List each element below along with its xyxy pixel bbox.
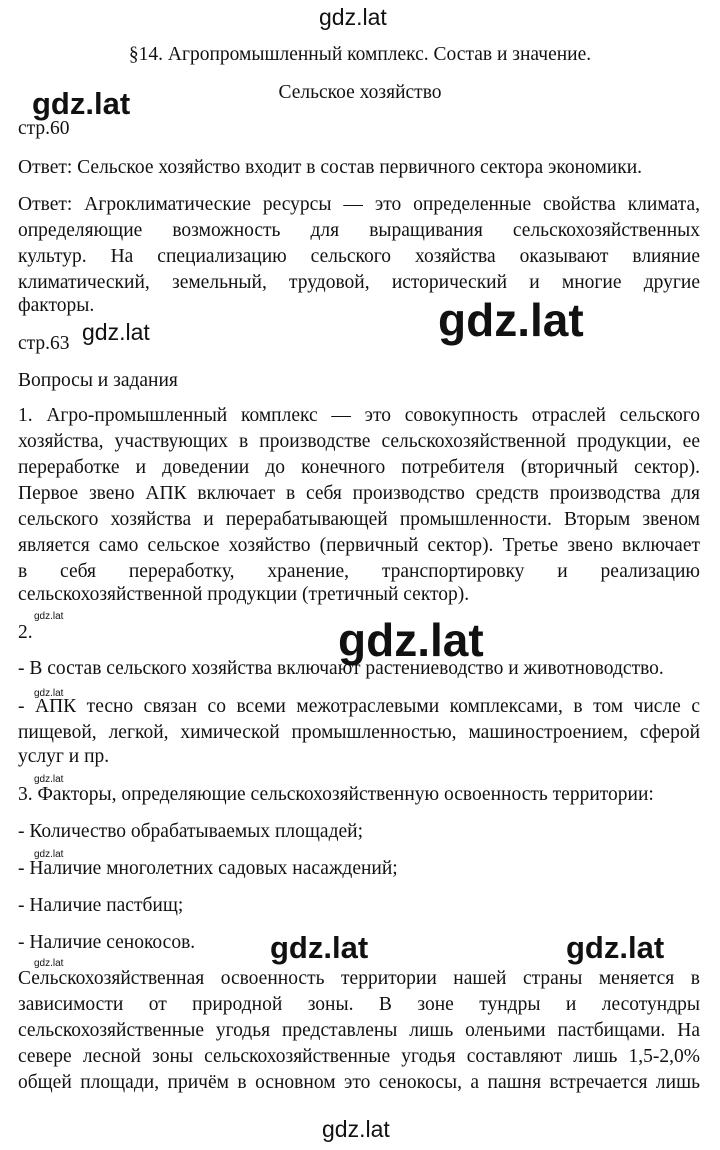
answer-line: культур. На специализацию сельского хозяйства оказывают влияние — [18, 246, 700, 267]
answer-line: хозяйства, участвующих в производстве сельскохозяйственной продукции, ее — [18, 431, 700, 452]
section-subtitle: Сельское хозяйство — [278, 82, 442, 103]
watermark: gdz.lat — [566, 930, 665, 965]
answer-line: определяющие возможность для выращивания сельскохозяйственных — [18, 220, 700, 241]
answer-line: сельскохозяйственные угодья представлены лишь оленьими пастбищами. На — [18, 1020, 700, 1041]
watermark: gdz.lat — [34, 774, 64, 785]
item-heading: 3. Факторы, определяющие сельскохозяйственную освоенность территории: — [18, 784, 654, 805]
watermark: gdz.lat — [338, 614, 484, 666]
bullet-item: - Наличие сенокосов. — [18, 932, 196, 953]
answer-line: сельского хозяйства и перерабатывающей промышленности. Вторым звеном — [18, 509, 700, 530]
answer-line: Сельскохозяйственная освоенность территории нашей страны меняется в — [18, 968, 700, 989]
bullet-item: - Количество обрабатываемых площадей; — [18, 821, 364, 842]
answer-line: Ответ: Агроклиматические ресурсы — это определенные свойства климата, — [18, 194, 700, 215]
watermark: gdz.lat — [34, 688, 64, 699]
watermark: gdz.lat — [270, 930, 369, 965]
watermark: gdz.lat — [82, 319, 150, 345]
watermark: gdz.lat — [319, 4, 387, 30]
answer-line: является само сельское хозяйство (первичный сектор). Третье звено включает — [18, 535, 700, 556]
answer-line: факторы. — [18, 295, 95, 316]
watermark: gdz.lat — [34, 849, 64, 860]
watermark: gdz.lat — [322, 1116, 390, 1142]
section-title: §14. Агропромышленный комплекс. Состав и значение. — [128, 44, 592, 65]
watermark: gdz.lat — [438, 294, 584, 346]
watermark: gdz.lat — [34, 611, 64, 622]
watermark: gdz.lat — [34, 958, 64, 969]
answer-line: Ответ: Сельское хозяйство входит в состав первичного сектора экономики. — [18, 157, 643, 178]
answer-line: зависимости от природной зоны. В зоне тундры и лесотундры — [18, 994, 700, 1015]
answer-line: климатический, земельный, трудовой, исторический и многие другие — [18, 272, 700, 293]
answer-line: услуг и пр. — [18, 746, 110, 767]
answer-line: в себя переработку, хранение, транспортировку и реализацию — [18, 561, 700, 582]
item-number: 2. — [18, 622, 33, 643]
watermark: gdz.lat — [32, 86, 131, 121]
answer-line: пищевой, легкой, химической промышленностью, машиностроением, сферой — [18, 722, 700, 743]
bullet-item: - В состав сельского хозяйства включают растениеводство и животноводство. — [18, 658, 664, 679]
answer-line: 1. Агро-промышленный комплекс — это совокупность отраслей сельского — [18, 405, 700, 426]
answer-line: - АПК тесно связан со всеми межотраслевыми комплексами, в том числе с — [18, 696, 700, 717]
answer-line: сельскохозяйственной продукции (третичный сектор). — [18, 584, 470, 605]
answer-line: севере лесной зоны сельскохозяйственные угодья составляют лишь 1,5-2,0% — [18, 1046, 700, 1067]
bullet-item: - Наличие многолетних садовых насаждений; — [18, 858, 398, 879]
answer-line: Первое звено АПК включает в себя производство средств производства для — [18, 483, 700, 504]
page-label: стр.63 — [18, 333, 70, 354]
bullet-item: - Наличие пастбищ; — [18, 895, 184, 916]
questions-heading: Вопросы и задания — [18, 370, 178, 391]
page-label: стр.60 — [18, 118, 70, 139]
answer-line: общей площади, причём в основном это сенокосы, а пашня встречается лишь — [18, 1072, 700, 1093]
answer-line: переработке и доведении до конечного потребителя (вторичный сектор). — [18, 457, 700, 478]
